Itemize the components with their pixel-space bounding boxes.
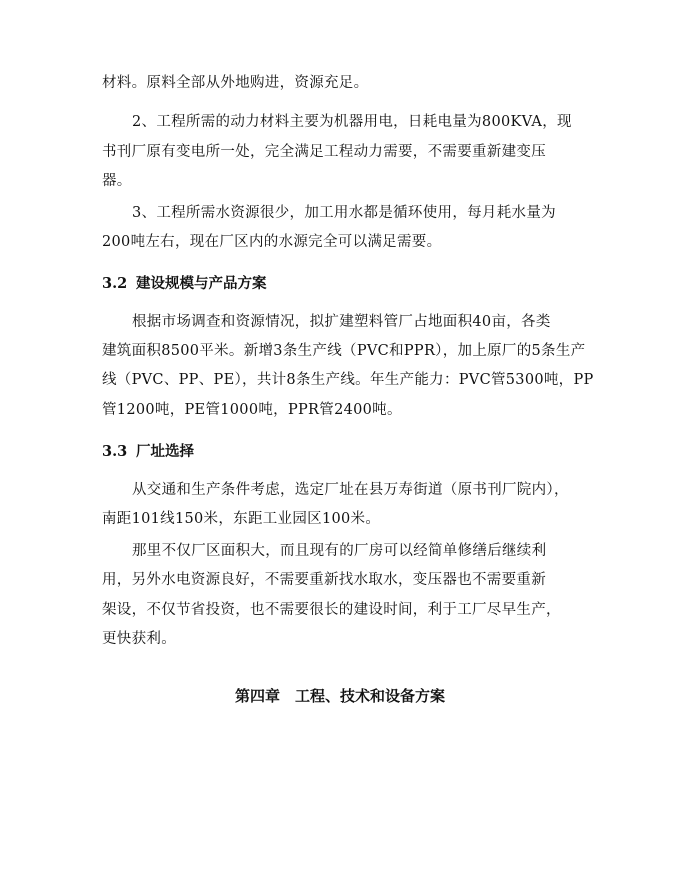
section-title: 建设规模与产品方案	[136, 275, 267, 292]
paragraph-line: 管1200吨，PE管1000吨，PPR管2400吨。	[102, 402, 402, 418]
section-heading-3-2	[102, 274, 267, 294]
paragraph-line: 从交通和生产条件考虑，选定厂址在县万寿街道（原书刊厂院内），	[132, 482, 569, 498]
paragraph-line: 3、工程所需水资源很少，加工用水都是循环使用，每月耗水量为	[132, 205, 556, 221]
section-title: 厂址选择	[136, 443, 194, 460]
paragraph-line: 架设，不仅节省投资，也不需要很长的建设时间，利于工厂尽早生产，	[102, 602, 561, 618]
paragraph-line: 200吨左右，现在厂区内的水源完全可以满足需要。	[102, 234, 442, 250]
section-number: 3.2	[102, 275, 128, 292]
paragraph-line: 材料。原料全部从外地购进，资源充足。	[102, 75, 369, 91]
chapter-title: 第四章 工程、技术和设备方案	[234, 687, 445, 705]
paragraph-line: 线（PVC、PP、PE），共计8条生产线。年生产能力：PVC管5300吨，PP	[102, 372, 594, 388]
paragraph-line: 那里不仅厂区面积大，而且现有的厂房可以经简单修缮后继续利	[132, 543, 547, 559]
section-number: 3.3	[102, 443, 128, 460]
paragraph-line: 根据市场调查和资源情况，拟扩建塑料管厂占地面积40亩，各类	[132, 314, 551, 330]
section-heading-3-3	[102, 442, 194, 462]
paragraph-line: 用，另外水电资源良好，不需要重新找水取水，变压器也不需要重新	[102, 572, 546, 588]
paragraph-line: 2、工程所需的动力材料主要为机器用电，日耗电量为800KVA，现	[132, 114, 572, 130]
paragraph-line: 更快获利。	[102, 631, 176, 647]
paragraph-line: 器。	[102, 173, 132, 189]
paragraph-line: 南距101线150米，东距工业园区100米。	[102, 511, 381, 527]
paragraph-line: 书刊厂原有变电所一处，完全满足工程动力需要，不需要重新建变压	[102, 144, 546, 160]
paragraph-line: 建筑面积8500平米。新增3条生产线（PVC和PPR），加上原厂的5条生产	[102, 343, 586, 359]
